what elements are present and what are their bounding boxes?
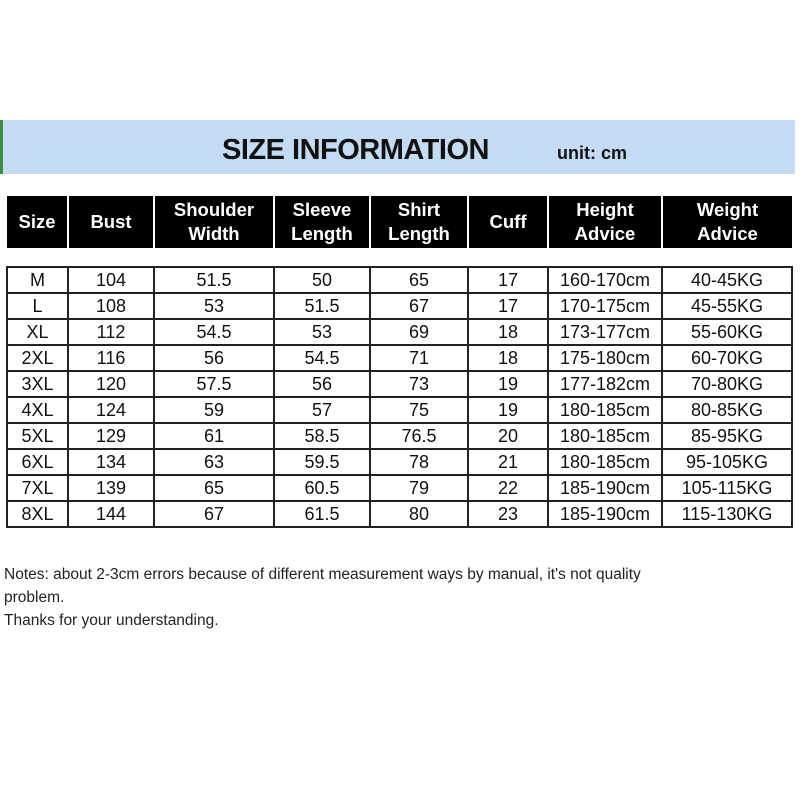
table-cell: 108	[68, 293, 154, 319]
table-row	[7, 293, 792, 319]
table-row	[7, 449, 792, 475]
table-cell: 4XL	[7, 397, 68, 423]
column-header-line: Weight	[696, 199, 759, 220]
table-row	[7, 345, 792, 371]
column-header-line: Length	[388, 223, 450, 244]
notes	[4, 563, 794, 632]
title-banner	[0, 120, 795, 174]
table-cell: 5XL	[7, 423, 68, 449]
table-cell: 19	[468, 397, 548, 423]
table-cell: 76.5	[370, 423, 468, 449]
column-header	[548, 195, 662, 249]
table-cell: 20	[468, 423, 548, 449]
table-cell: 134	[68, 449, 154, 475]
column-header-line: Sleeve	[292, 199, 352, 220]
column-header	[68, 195, 154, 249]
table-cell: 69	[370, 319, 468, 345]
table-cell: 45-55KG	[662, 293, 792, 319]
column-header	[468, 195, 548, 249]
table-cell: 124	[68, 397, 154, 423]
table-cell: 3XL	[7, 371, 68, 397]
table-cell: 73	[370, 371, 468, 397]
table-cell: 17	[468, 293, 548, 319]
table-cell: 160-170cm	[548, 267, 662, 293]
table-cell: 70-80KG	[662, 371, 792, 397]
table-cell: 19	[468, 371, 548, 397]
table-cell: 67	[154, 501, 274, 527]
table-cell: 58.5	[274, 423, 370, 449]
table-cell: 67	[370, 293, 468, 319]
table-cell: 120	[68, 371, 154, 397]
column-header-line: Advice	[574, 223, 636, 244]
column-header-line: Length	[291, 223, 353, 244]
table-cell: 18	[468, 319, 548, 345]
table-cell: 116	[68, 345, 154, 371]
column-header-line: Bust	[90, 211, 132, 232]
table-cell: 51.5	[154, 267, 274, 293]
table-cell: 185-190cm	[548, 475, 662, 501]
table-cell: 56	[274, 371, 370, 397]
table-cell: 129	[68, 423, 154, 449]
table-cell: 112	[68, 319, 154, 345]
table-cell: 185-190cm	[548, 501, 662, 527]
column-header-line: Height	[576, 199, 634, 220]
table-cell: 22	[468, 475, 548, 501]
table-cell: 53	[154, 293, 274, 319]
table-cell: 53	[274, 319, 370, 345]
table-cell: 50	[274, 267, 370, 293]
table-cell: 23	[468, 501, 548, 527]
table-cell: 105-115KG	[662, 475, 792, 501]
table-cell: 60.5	[274, 475, 370, 501]
table-cell: 144	[68, 501, 154, 527]
table-cell: 6XL	[7, 449, 68, 475]
table-cell: XL	[7, 319, 68, 345]
table-cell: 60-70KG	[662, 345, 792, 371]
table-cell: 54.5	[274, 345, 370, 371]
table-cell: 54.5	[154, 319, 274, 345]
table-row	[7, 319, 792, 345]
table-row	[7, 423, 792, 449]
table-cell: 63	[154, 449, 274, 475]
table-cell: 55-60KG	[662, 319, 792, 345]
column-header-line: Shoulder	[173, 199, 255, 220]
table-cell: 40-45KG	[662, 267, 792, 293]
table-cell: 18	[468, 345, 548, 371]
column-header-line: Size	[18, 211, 56, 232]
table-row	[7, 267, 792, 293]
table-cell: 57	[274, 397, 370, 423]
table-cell: 21	[468, 449, 548, 475]
table-cell: 75	[370, 397, 468, 423]
notes-line: problem.	[4, 589, 65, 606]
table-cell: 61	[154, 423, 274, 449]
table-cell: 85-95KG	[662, 423, 792, 449]
table-row	[7, 501, 792, 527]
table-cell: 173-177cm	[548, 319, 662, 345]
table-cell: 80-85KG	[662, 397, 792, 423]
table-cell: 180-185cm	[548, 397, 662, 423]
table-cell: 177-182cm	[548, 371, 662, 397]
table-cell: L	[7, 293, 68, 319]
table-cell: 79	[370, 475, 468, 501]
column-header	[154, 195, 274, 249]
header-row	[6, 195, 793, 249]
table-cell: 2XL	[7, 345, 68, 371]
table-cell: 104	[68, 267, 154, 293]
table-cell: 17	[468, 267, 548, 293]
table-cell: 59	[154, 397, 274, 423]
table-cell: 65	[154, 475, 274, 501]
table-cell: 95-105KG	[662, 449, 792, 475]
table-cell: 51.5	[274, 293, 370, 319]
column-header	[274, 195, 370, 249]
notes-line: Notes: about 2-3cm errors because of different measurement ways by manual, it's not quality	[4, 566, 641, 583]
column-header	[370, 195, 468, 249]
table-row	[7, 475, 792, 501]
unit-label: unit: cm	[557, 143, 627, 163]
table-cell: 139	[68, 475, 154, 501]
table-cell: 61.5	[274, 501, 370, 527]
table-row	[7, 371, 792, 397]
column-header	[6, 195, 68, 249]
table-cell: 180-185cm	[548, 423, 662, 449]
notes-thanks: Thanks for your understanding.	[4, 612, 219, 629]
table-cell: 170-175cm	[548, 293, 662, 319]
table-cell: 115-130KG	[662, 501, 792, 527]
page-title: SIZE INFORMATION	[222, 134, 489, 166]
column-header-line: Advice	[697, 223, 758, 244]
table-cell: M	[7, 267, 68, 293]
column-header-line: Cuff	[489, 211, 527, 232]
size-table	[6, 266, 793, 528]
table-cell: 8XL	[7, 501, 68, 527]
table-cell: 71	[370, 345, 468, 371]
table-cell: 80	[370, 501, 468, 527]
table-cell: 56	[154, 345, 274, 371]
table-cell: 78	[370, 449, 468, 475]
column-header-line: Width	[188, 223, 240, 244]
column-header-line: Shirt	[397, 199, 441, 220]
table-cell: 7XL	[7, 475, 68, 501]
size-table-header	[5, 194, 794, 250]
table-cell: 65	[370, 267, 468, 293]
table-cell: 175-180cm	[548, 345, 662, 371]
table-cell: 57.5	[154, 371, 274, 397]
table-cell: 180-185cm	[548, 449, 662, 475]
table-cell: 59.5	[274, 449, 370, 475]
table-row	[7, 397, 792, 423]
column-header	[662, 195, 793, 249]
size-table-body	[7, 267, 792, 527]
